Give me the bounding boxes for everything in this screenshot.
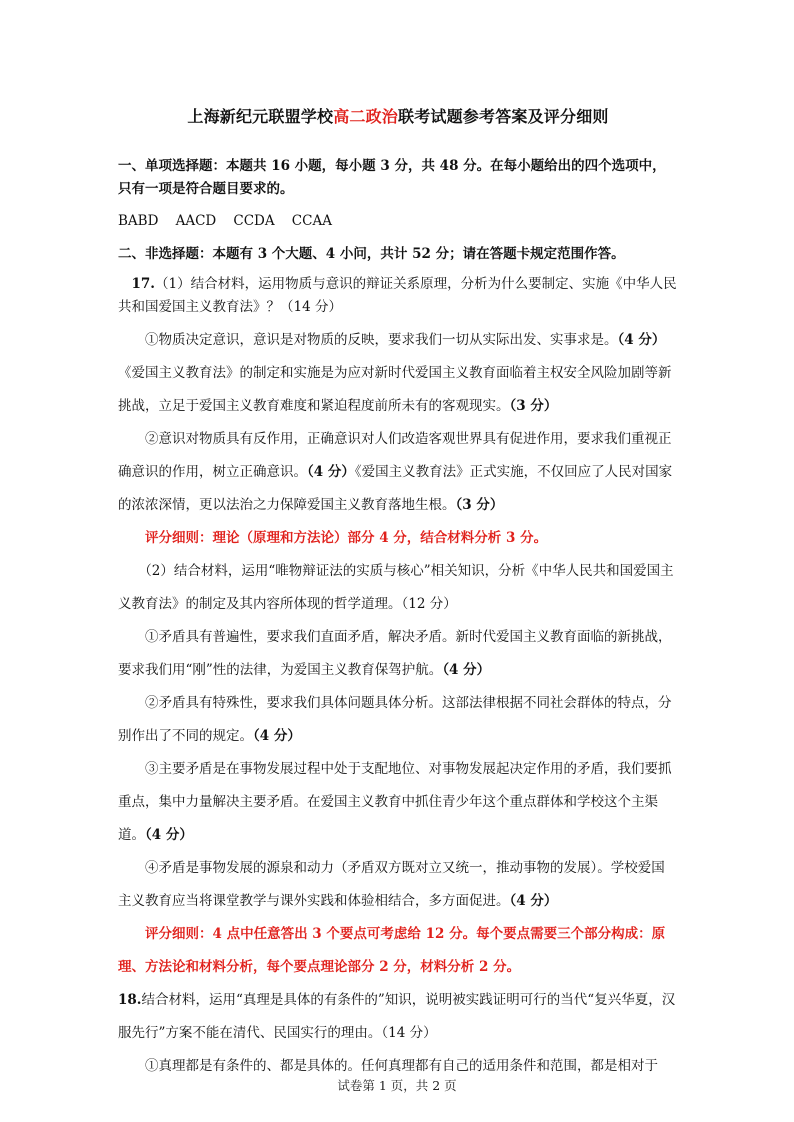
q17-item2 (118, 687, 678, 753)
q17-item4 (118, 852, 678, 918)
q18-prompt-text: 结合材料，运用“真理是具体的有条件的”知识，说明被实践证明可行的当代“复兴华夏，汉服先行”方案不能在清代、民国实行的理由。（14 分） (118, 992, 676, 1041)
q17-point2a-score: （4 分） (307, 464, 355, 480)
q17-item3 (118, 753, 678, 852)
q17-point1b-text: 《爱国主义教育法》的制定和实施是为应对新时代爱国主义教育面临着主权安全风险加剧等新挑战，立足于爱国主义教育难度和紧迫程度前所未有的客观现实。 (118, 365, 672, 414)
q18-point1: ①真理都是有条件的、都是具体的。任何真理都有自己的适用条件和范围，都是相对于 (145, 1058, 658, 1074)
q17-item4-score: （4 分） (509, 893, 558, 909)
q17-part1-prompt-text: （1）结合材料，运用物质与意识的辩证关系原理，分析为什么要制定、实施《中华人民共和国爱国主义教育法》？（14 分） (118, 276, 677, 315)
q17-point1a-score: （4 分） (617, 332, 666, 348)
q17-scoring-note-2: 评分细则：4 点中任意答出 3 个要点可考虑给 12 分。每个要点需要三个部分构成：原理、方法论和材料分析，每个要点理论部分 2 分，材料分析 2 分。 (118, 926, 666, 975)
q17-point1a-text: ①物质决定意识，意识是对物质的反映，要求我们一切从实际出发、实事求是。 (145, 332, 618, 348)
q18-prompt (118, 984, 678, 1050)
section1-heading: 一、单项选择题：本题共 16 小题，每小题 3 分，共 48 分。在每小题给出的四个选项中，只有一项是符合题目要求的。 (118, 158, 666, 197)
q17-point2b-text: 《爱国主义教育法》正式实施，不仅回应了人民对国家的浓浓深情，更以法治之力保障爱国主义教育落地生根。 (118, 464, 673, 513)
q17-point1a (118, 324, 678, 357)
title-school: 上海新纪元联盟学校 (187, 107, 334, 126)
q17-item3-score: （4 分） (145, 827, 193, 843)
q17-item3-text: ③主要矛盾是在事物发展过程中处于支配地位、对事物发展起决定作用的矛盾，我们要抓重点，集中力量解决主要矛盾。在爱国主义教育中抓住青少年这个重点群体和学校这个主渠道。 (118, 761, 672, 843)
q17-point1b (118, 357, 678, 423)
q17-point2a-text: ②意识对物质具有反作用，正确意识对人们改造客观世界具有促进作用，要求我们重视正确意识的作用，树立正确意识。 (118, 431, 672, 480)
q17-item4-text: ④矛盾是事物发展的源泉和动力（矛盾双方既对立又统一，推动事物的发展）。学校爱国主义教育应当将课堂教学与课外实践和体验相结合，多方面促进。 (118, 860, 665, 909)
q17-number: 17. (131, 276, 155, 292)
q17-point2b-score: （3 分） (455, 497, 504, 513)
q17-item2-score: （4 分） (253, 728, 301, 744)
q17-item2-text: ②矛盾具有特殊性，要求我们具体问题具体分析。这部法律根据不同社会群体的特点，分别作出了不同的规定。 (118, 695, 672, 744)
page-footer: 试卷第 1 页，共 2 页 (337, 1078, 457, 1093)
q17-item1-text: ①矛盾具有普遍性，要求我们直面矛盾，解决矛盾。新时代爱国主义教育面临的新挑战，要求我们用“刚”性的法律，为爱国主义教育保驾护航。 (118, 629, 672, 678)
q17-item1-score: （4 分） (442, 662, 491, 678)
title-rest: 联考试题参考答案及评分细则 (398, 107, 609, 126)
q17-point2 (118, 423, 678, 522)
q17-item1 (118, 621, 678, 687)
q17-part2-prompt: （2）结合材料，运用“唯物辩证法的实质与核心”相关知识，分析《中华人民共和国爱国主义教育法》的制定及其内容所体现的哲学道理。（12 分） (118, 563, 674, 612)
section2-heading: 二、非选择题：本题有 3 个大题、4 小问，共计 52 分；请在答题卡规定范围作答。 (118, 246, 625, 262)
q17-part1-prompt (118, 273, 678, 319)
q17-point1b-score: （3 分） (509, 398, 558, 414)
section1-answers: BABD AACD CCDA CCAA (118, 213, 332, 229)
title-subject: 高二政治 (333, 107, 398, 126)
q17-scoring-note-1: 评分细则：理论（原理和方法论）部分 4 分，结合材料分析 3 分。 (145, 530, 548, 546)
answer-sheet-page (118, 100, 678, 1083)
page-title (118, 100, 678, 133)
q18-number: 18. (118, 992, 142, 1008)
